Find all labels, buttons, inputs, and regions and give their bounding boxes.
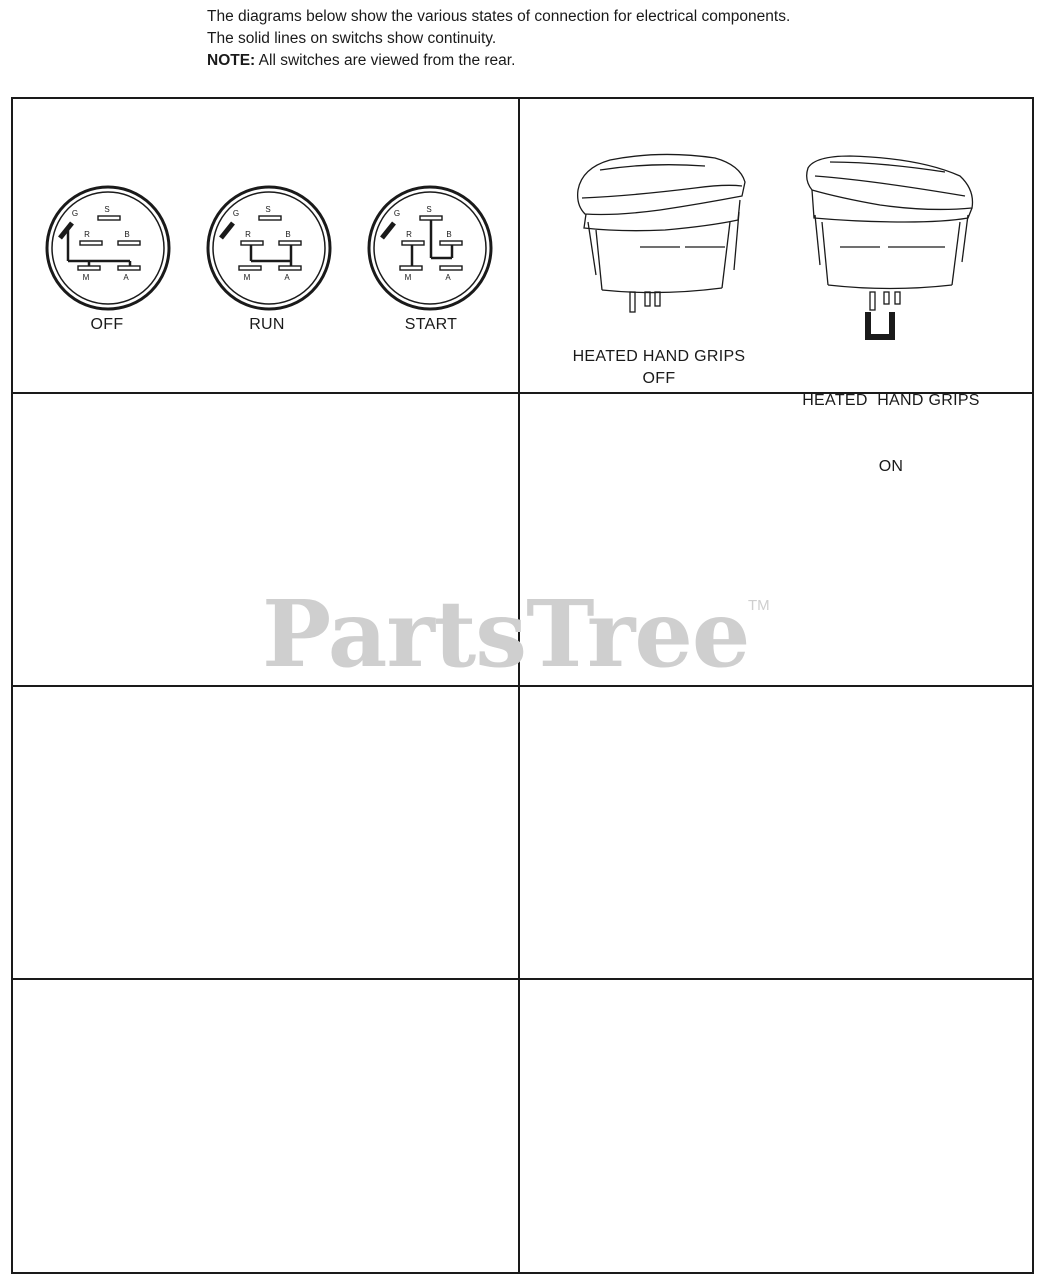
svg-text:A: A <box>445 273 451 282</box>
svg-text:M: M <box>243 273 251 282</box>
svg-text:A: A <box>123 273 129 282</box>
switch-label-start: START <box>404 316 458 333</box>
svg-text:M: M <box>82 273 90 282</box>
svg-text:S: S <box>104 205 110 214</box>
watermark: PartsTree <box>262 580 750 688</box>
grip-on-label-line2: ON <box>878 458 904 475</box>
svg-text:G: G <box>393 209 401 218</box>
svg-text:G: G <box>232 209 240 218</box>
svg-text:B: B <box>124 230 130 239</box>
note-text: All switches are viewed from the rear. <box>255 52 516 69</box>
svg-text:G: G <box>71 209 79 218</box>
grip-off-label <box>559 346 759 390</box>
grip-switch-off-icon <box>578 154 745 312</box>
intro-line-2: The solid lines on switchs show continuity. <box>207 30 497 47</box>
svg-text:R: R <box>84 230 90 239</box>
watermark-tm: TM <box>748 597 770 614</box>
grip-off-label-line2: OFF <box>642 370 676 387</box>
svg-text:B: B <box>446 230 452 239</box>
ignition-switch-off-icon <box>47 187 169 309</box>
ignition-switch-start-icon <box>369 187 491 309</box>
svg-text:A: A <box>284 273 290 282</box>
switch-label-off: OFF <box>90 316 124 333</box>
svg-text:R: R <box>406 230 412 239</box>
svg-text:B: B <box>285 230 291 239</box>
grip-on-continuity-line <box>868 312 892 337</box>
grip-on-label <box>788 346 994 500</box>
grip-switch-on-icon <box>807 156 973 310</box>
intro-line-1: The diagrams below show the various states of connection for electrical components. <box>207 8 791 25</box>
svg-text:S: S <box>426 205 432 214</box>
grip-off-label-line1: HEATED HAND GRIPS <box>572 348 746 365</box>
switch-label-run: RUN <box>249 316 285 333</box>
svg-text:S: S <box>265 205 271 214</box>
grip-on-label-line1: HEATED HAND GRIPS <box>802 392 980 409</box>
note-label: NOTE: <box>207 52 256 69</box>
svg-text:M: M <box>404 273 412 282</box>
ignition-switch-run-icon <box>208 187 330 309</box>
svg-text:R: R <box>245 230 251 239</box>
